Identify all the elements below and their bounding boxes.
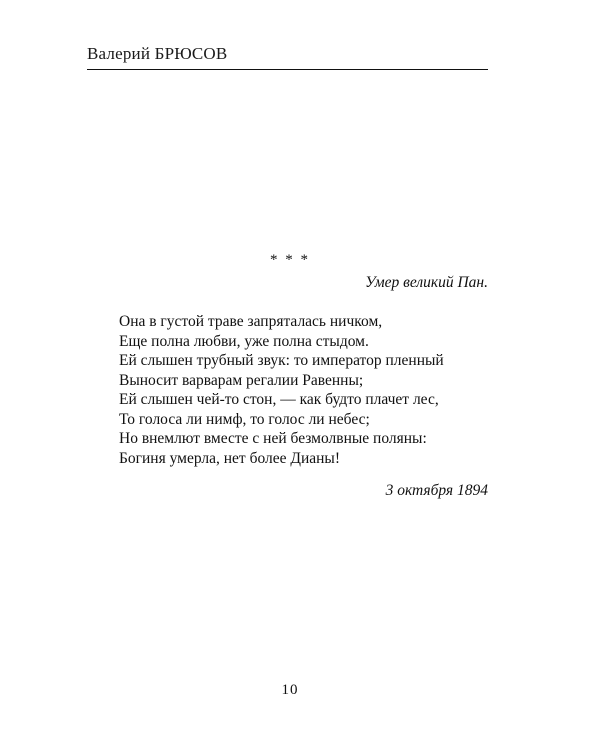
poem-line: Выносит варварам регалии Равенны; — [119, 371, 364, 389]
page-number: 10 — [281, 682, 299, 698]
poem-line: Ей слышен трубный звук: то император пленный — [119, 352, 444, 369]
poem-title-mark: * * * — [270, 252, 310, 268]
poem-line: Она в густой траве запряталась ничком, — [119, 313, 383, 330]
poem-epigraph: Умер великий Пан. — [365, 274, 488, 291]
poem-date: 3 октября 1894 — [385, 482, 488, 499]
poem-line: Ей слышен чей-то стон, — как будто плачет лес, — [119, 391, 439, 408]
poem-body — [119, 312, 444, 468]
poem-line: То голоса ли нимф, то голос ли небес; — [119, 410, 370, 428]
poem-line: Но внемлют вместе с ней безмолвные поляны: — [119, 430, 427, 447]
header-rule — [87, 69, 488, 70]
poem-line: Богиня умерла, нет более Дианы! — [119, 449, 340, 467]
running-head: Валерий БРЮСОВ — [87, 44, 228, 63]
poem-line: Еще полна любви, уже полна стыдом. — [119, 332, 369, 350]
